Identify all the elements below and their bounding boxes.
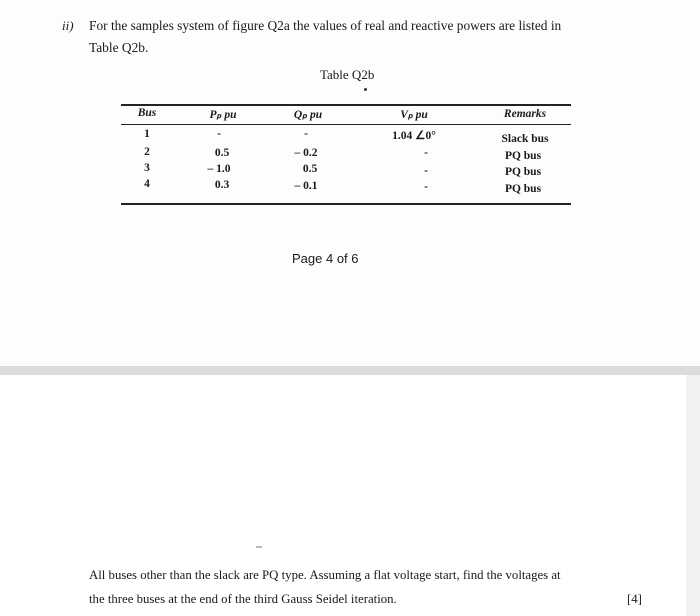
question-text-line-1: For the samples system of figure Q2a the values of real and reactive powers are listed in [89, 18, 562, 33]
table-row-3-remarks: PQ bus [504, 166, 542, 178]
marks-label: [4] [627, 592, 642, 606]
page-number: Page 4 of 6 [292, 251, 359, 266]
page-edge-shadow [686, 375, 700, 616]
table-caption: Table Q2b [320, 67, 375, 82]
table-row-1-remarks: Slack bus [501, 133, 549, 145]
table-row-4-p: 0.3 [214, 179, 230, 191]
table-row-1-v: 1.04 ∠0° [392, 130, 436, 142]
scan-mark [256, 546, 262, 548]
table-row-4-v: - [424, 181, 428, 193]
table-row-1-q: - [304, 128, 308, 140]
header-remarks: Remarks [503, 108, 547, 120]
table-row-2-bus: 2 [144, 146, 150, 158]
header-q: Qₚ pu [293, 109, 323, 121]
continuation-text-line-2: the three buses at the end of the third Gauss Seidel iteration. [89, 592, 397, 606]
table-row-4-q: – 0.1 [294, 180, 318, 192]
table-row-2-p: 0.5 [214, 147, 230, 159]
stray-dot [364, 88, 367, 91]
table-row-3-p: – 1.0 [207, 163, 231, 175]
page-gap [0, 366, 700, 375]
table-row-4-bus: 4 [144, 178, 150, 190]
table-row-3-bus: 3 [144, 162, 150, 174]
header-p: Pₚ pu [209, 109, 237, 121]
continuation-text-line-1: All buses other than the slack are PQ type. Assuming a flat voltage start, find the voltages at [89, 568, 561, 582]
question-label: ii) [62, 18, 74, 33]
table-row-1-bus: 1 [144, 128, 150, 140]
table-row-1-p: - [217, 128, 221, 140]
table-row-3-q: 0.5 [302, 163, 318, 175]
table-row-3-v: - [424, 165, 428, 177]
table-header-rule [121, 124, 571, 125]
table-top-rule [121, 104, 571, 106]
question-text-line-2: Table Q2b. [89, 40, 149, 55]
table-row-2-remarks: PQ bus [504, 150, 542, 162]
header-v: Vₚ pu [400, 109, 428, 121]
table-row-2-v: - [424, 147, 428, 159]
table-row-2-q: – 0.2 [294, 147, 318, 159]
table-bottom-rule [121, 203, 571, 205]
header-bus: Bus [137, 107, 157, 119]
table-row-4-remarks: PQ bus [504, 183, 542, 195]
